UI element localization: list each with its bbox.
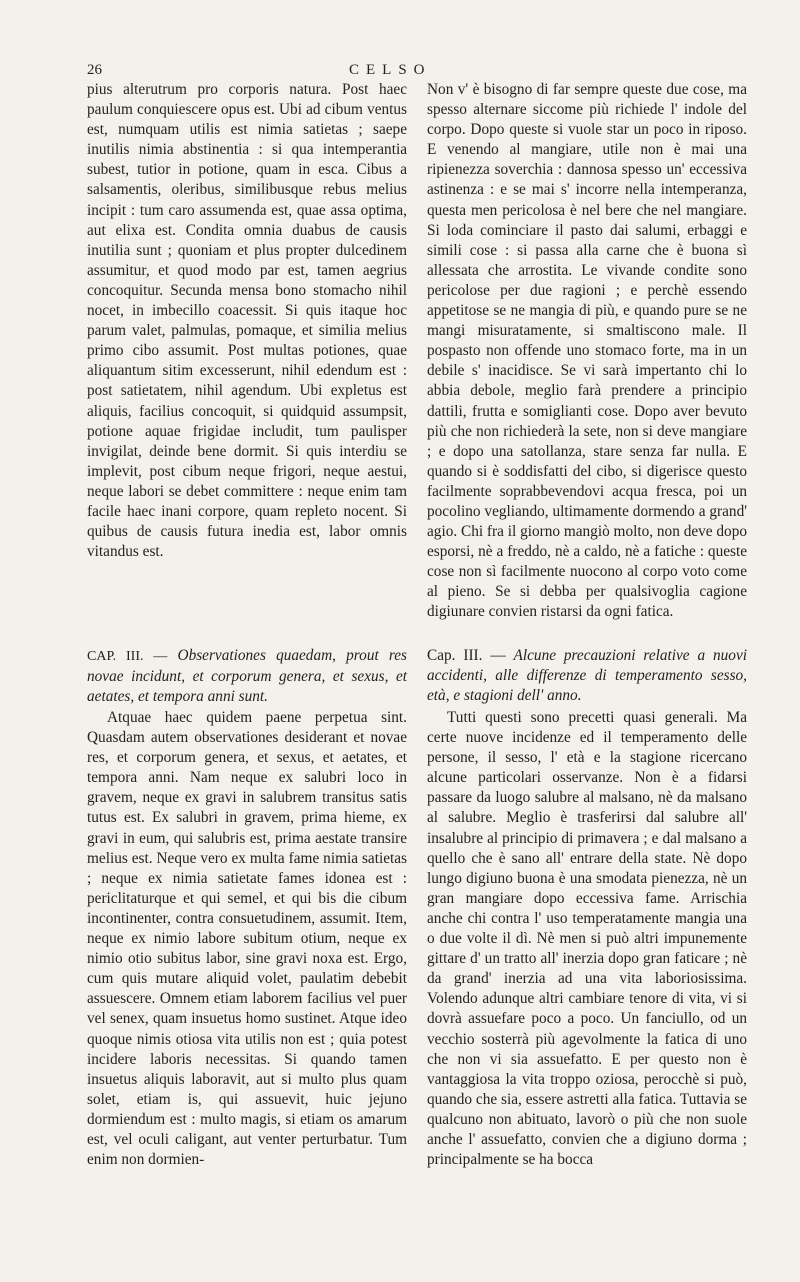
latin-column-top — [87, 80, 407, 562]
latin-chapter-heading — [87, 646, 407, 707]
italian-chapter-label: Cap. III. — — [427, 647, 506, 664]
italian-column-bottom — [427, 708, 747, 1170]
latin-paragraph-2: Atquae haec quidem paene perpetua sint. Quasdam autem observationes desiderant et novae res, et corporum genera, et sexus, et aetates, et tempora anni. Nam neque ex salubri loco in gravem, neque ex gravi in salubrem transitus satis tutus est. Ex salubri in gravem, prima hieme, ex gravi in eum, qui salubris est, prima aestate transire melius est. Neque vero ex multa fame nimia satietas ; neque ex nimia satietate fames idonea est : periclitaturque et qui semel, et qui bis die cibum incontinenter, contra consuetudinem, assumit. Item, neque ex nimio labore subitum otium, neque ex nimio otio subitus labor, sine gravi noxa est. Ergo, cum quis mutare aliquid volet, paulatim debebit assuescere. Omnem etiam laborem facilius vel puer vel senex, quam insuetus homo sustinet. Atque ideo quoque nimis otiosa vita utilis non est ; quia potest incidere laboris necessitas. Si quando tamen insuetus aliquis laboravit, aut si multo plus quam solet, etiam is, qui assuevit, huic jejuno dormiendum est : multo magis, si etiam os amarum est, vel oculi caligant, aut venter perturbatur. Tum enim non dormien- — [87, 709, 407, 1169]
latin-paragraph-1: pius alterutrum pro corporis natura. Post haec paulum conquiescere opus est. Ubi ad cibum ventus est, numquam utilis est nimia satietas ; saepe inutilis nimia abstinentia : si qua intemperantia subest, tutior in potione, quam in esca. Cibus a salsamentis, oleribus, similibusque rebus melius incipit : tum caro assumenda est, quae assa optima, aut elixa est. Condita omnia duabus de causis inutilia sunt ; quoniam et plus propter dulcedinem assumitur, et quod modo par est, tamen aegrius concoquitur. Secunda mensa bono stomacho nihil nocet, in imbecillo coacessit. Si quis itaque hoc parum valet, palmulas, pomaque, et similia melius primo cibo assumit. Post multas potiones, quae aliquantum sitim excesserunt, nihil edendum est : post satietatem, nihil agendum. Ubi expletus est aliquis, facilius concoquit, si quidquid assumpsit, potione aquae frigidae includit, tum paulisper invigilat, deinde bene dormit. Si quis interdiu se implevit, post cibum neque frigori, neque aestui, neque labori se debet committere : neque enim tam facile haec inani corpore, quam repleto nocent. Si quibus de causis futura inedia est, labor omnis vitandus est. — [87, 81, 407, 561]
italian-chapter-title: Alcune precauzioni relative a nuovi accidenti, alle differenze di temperamento sesso, età, e stagioni dell' anno. — [427, 647, 747, 705]
latin-chapter-title: Observationes quaedam, prout res novae incidunt, et corporum genera, et sexus, et aetates, et tempora anni sunt. — [87, 647, 408, 706]
italian-paragraph-1: Non v' è bisogno di far sempre queste due cose, ma spesso alternare siccome più richiede l' indole del corpo. Dopo queste si vuole star un poco in riposo. E venendo al mangiare, utile non è mai una ripienezza soverchia : dannosa spesso un' eccessiva astinenza : e se mai s' incorre nella intemperanza, questa men pericolosa è nel bere che nel mangiare. Si loda cominciare il pasto dai salumi, erbaggi e simili cose : si passa alla carne che è buona sì allessata che arrostita. Le vivande condite sono pericolose per due ragioni ; e perchè essendo appetitose se ne mangia di più, e quando pure se ne mangi misuratamente, si smaltiscono male. Il pospasto non offende uno stomaco forte, ma in un debile s' inacidisce. Se vi sarà impertanto chi lo abbia debole, meglio farà prendere a principio dattili, frutta e somiglianti cose. Dopo aver bevuto più che non richiederà la sete, non si deve mangiare ; e dopo una satollanza, stare senza far nulla. E quando si è soddisfatti del cibo, si digerisce questo facilmente soprabbevendovi acqua fresca, poi un pocolino vegliando, ultimamente dormendo a grand' agio. Chi fra il giorno mangiò molto, non deve dopo esporsi, nè a freddo, nè a caldo, nè a fatiche : queste cose non sì facilmente nuocono al corpo voto come al pieno. Se si debba per qualsivoglia cagione digiunare convien ristarsi da ogni fatica. — [427, 81, 747, 621]
latin-chapter-label: CAP. III. — — [87, 649, 168, 664]
italian-paragraph-2: Tutti questi sono precetti quasi generali. Ma certe nuove incidenze ed il temperamento delle persone, il sesso, l' età e la stagione ricercano alcune particolari osservanze. Non è a fidarsi passare da luogo salubre al malsano, nè da malsano al salubre. Meglio è trasferirsi dal salubre all' insalubre al principio di primavera ; e dal malsano a quello che è sano all' entrare della state. Nè dopo lungo digiuno buona è una smodata pienezza, nè un gran mangiare dopo eccessiva fame. Arrischia anche chi contra l' uso temperatamente mangia una o due volte il dì. Nè men si può altri impunemente gittare d' un tratto all' inerzia dopo gran faticare ; nè da grand' inerzia ad una vita laboriosissima. Volendo adunque altri cambiare tenore di vita, vi si dovrà assuefare poco a poco. Un fanciullo, od un vecchio sosterrà più agevolmente la fatica di uno che non vi sia assuefatto. E per questo non è vantaggiosa la vita troppo oziosa, perocchè si può, quando che sia, essere astretti alla fatica. Tuttavia se qualcuno non abituato, lavorò o più che non suole anche l' assuefatto, convien che a digiuno dorma ; principalmente se ha bocca — [427, 709, 747, 1169]
page-number: 26 — [87, 62, 102, 78]
italian-column-top — [427, 80, 747, 623]
running-title: CELSO — [349, 62, 432, 78]
italian-chapter-heading — [427, 646, 747, 706]
latin-column-bottom — [87, 708, 407, 1170]
